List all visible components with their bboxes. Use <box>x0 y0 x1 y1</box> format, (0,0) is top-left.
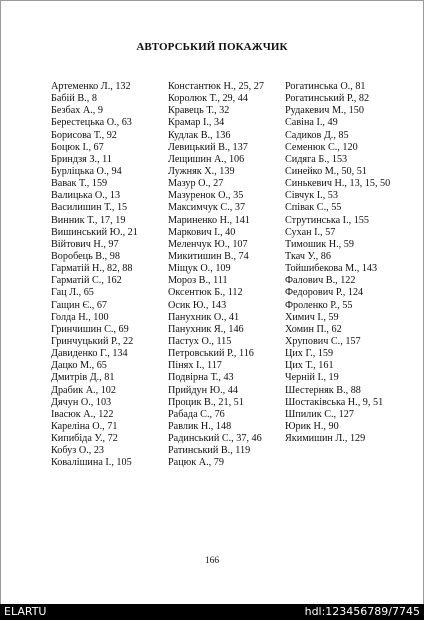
index-entry: Тойшибекова М., 143 <box>285 263 378 275</box>
index-entry: Семенюк С., 120 <box>285 141 358 153</box>
index-entry: Химич І., 59 <box>285 311 339 323</box>
index-entry: Василишин Т., 15 <box>51 202 128 214</box>
index-entry: Сухан І., 57 <box>285 226 336 238</box>
index-entry: Мазур О., 27 <box>168 178 224 190</box>
index-entry: Максимчук С., 37 <box>168 202 246 214</box>
index-entry: Шестерняк В., 88 <box>285 384 361 396</box>
index-entry: Петровський Р., 116 <box>168 348 254 360</box>
index-entry: Ратинський В., 119 <box>168 445 251 457</box>
index-entry: Івасюк А., 122 <box>51 408 114 420</box>
index-entry: Пінях І., 117 <box>168 360 222 372</box>
index-entry: Гарматій С., 162 <box>51 275 122 287</box>
index-entry: Равлик Н., 148 <box>168 420 232 432</box>
index-entry: Шпилик С., 127 <box>285 408 354 420</box>
index-entry: Хомин П., 62 <box>285 323 342 335</box>
page-number: 166 <box>204 556 220 566</box>
index-entry: Мазуренок О., 35 <box>168 190 244 202</box>
index-entry: Кравець Т., 32 <box>168 105 230 117</box>
index-entry: Артеменко Л., 132 <box>51 81 131 92</box>
index-entry: Воробець В., 98 <box>51 250 120 262</box>
index-entry: Кобуз О., 23 <box>51 445 105 457</box>
index-entry: Кареліна О., 71 <box>51 420 118 432</box>
index-entry: Синькевич Н., 13, 15, 50 <box>285 178 391 190</box>
index-column-2 <box>168 81 288 470</box>
index-entry: Бабій В., 8 <box>51 93 97 105</box>
index-entry: Рацюк А., 79 <box>168 457 224 469</box>
index-entry: Міщук О., 109 <box>168 263 231 275</box>
index-entry: Хрупович С., 157 <box>285 335 361 347</box>
index-column-3 <box>285 81 405 445</box>
index-entry: Гащин Є., 67 <box>51 299 108 311</box>
index-entry: Осик Ю., 143 <box>168 299 227 311</box>
index-entry: Процик В., 21, 51 <box>168 396 244 408</box>
index-entry: Тимошик Н., 59 <box>285 238 354 250</box>
index-entry: Кудлак В., 136 <box>168 129 231 141</box>
index-entry: Валицька О., 13 <box>51 190 121 202</box>
index-entry: Бриндзя З., 11 <box>51 153 112 165</box>
index-entry: Мариненко Н., 141 <box>168 214 250 226</box>
index-entry: Борисова Т., 92 <box>51 129 117 141</box>
index-entry: Гринчишин С., 69 <box>51 323 129 335</box>
index-entry: Черній І., 19 <box>285 372 339 384</box>
index-entry: Левицький В., 137 <box>168 141 248 153</box>
index-entry: Крамар І., 34 <box>168 117 225 129</box>
index-entry: Війтович Н., 97 <box>51 238 119 250</box>
index-entry: Ткач У., 86 <box>285 250 331 262</box>
index-entry: Ковалішина І., 105 <box>51 457 132 469</box>
index-entry: Струтинська І., 155 <box>285 214 369 226</box>
index-entry: Дацко М., 65 <box>51 360 107 372</box>
index-entry: Боцюк І., 67 <box>51 141 104 153</box>
handle-identifier: hdl:123456789/7745 <box>304 605 420 618</box>
index-entry: Сівчук І., 53 <box>285 190 338 202</box>
index-entry: Рогатинська О., 81 <box>285 81 366 92</box>
index-entry: Федорович Р., 124 <box>285 287 364 299</box>
index-entry: Юрик Н., 90 <box>285 420 339 432</box>
index-entry: Гринчуцький Р., 22 <box>51 335 134 347</box>
index-entry: Оксентюк Б., 112 <box>168 287 243 299</box>
index-entry: Рабада С., 76 <box>168 408 225 420</box>
index-entry: Прийдун Ю., 44 <box>168 384 238 396</box>
page-title: АВТОРСЬКИЙ ПОКАЖЧИК <box>136 41 288 53</box>
index-entry: Савіна І., 49 <box>285 117 338 129</box>
index-entry: Садиков Д., 85 <box>285 129 349 141</box>
index-entry: Синейко М., 50, 51 <box>285 165 367 177</box>
index-entry: Пастух О., 115 <box>168 335 232 347</box>
index-entry: Радинський С., 37, 46 <box>168 433 262 445</box>
index-entry: Дячун О., 103 <box>51 396 112 408</box>
index-entry: Кипибіда У., 72 <box>51 433 118 445</box>
index-entry: Цих Т., 161 <box>285 360 334 372</box>
index-entry: Цих Г., 159 <box>285 348 334 360</box>
index-entry: Берестецька О., 63 <box>51 117 132 129</box>
index-entry: Шостаківська Н., 9, 51 <box>285 396 384 408</box>
index-column-1 <box>51 81 171 470</box>
index-entry: Панухник Я., 146 <box>168 323 244 335</box>
index-entry: Панухник О., 41 <box>168 311 240 323</box>
index-entry: Дмитрів Д., 81 <box>51 372 115 384</box>
index-entry: Гарматій Н., 82, 88 <box>51 263 133 275</box>
repository-name: ELARTU <box>4 605 47 618</box>
index-entry: Королюк Т., 29, 44 <box>168 93 248 105</box>
index-entry: Вавак Т., 159 <box>51 178 108 190</box>
index-entry: Подвірна Т., 43 <box>168 372 234 384</box>
index-entry: Вишинський Ю., 21 <box>51 226 138 238</box>
index-entry: Давиденко Г., 134 <box>51 348 128 360</box>
index-entry: Микитишин В., 74 <box>168 250 249 262</box>
index-entry: Рогатинський Р., 82 <box>285 93 370 105</box>
index-entry: Рудакевич М., 150 <box>285 105 364 117</box>
index-entry: Маркович І., 40 <box>168 226 236 238</box>
index-entry: Фалович В., 122 <box>285 275 356 287</box>
index-entry: Сидяга Б., 153 <box>285 153 348 165</box>
index-entry: Безбах А., 9 <box>51 105 103 117</box>
index-entry: Винник Т., 17, 19 <box>51 214 126 226</box>
index-entry: Якимишин Л., 129 <box>285 433 366 445</box>
index-entry: Мороз В., 111 <box>168 275 228 287</box>
repository-footer-bar <box>0 604 424 620</box>
index-entry: Лужняк Х., 139 <box>168 165 235 177</box>
index-entry: Лещишин А., 106 <box>168 153 245 165</box>
index-entry: Бурліцька О., 94 <box>51 165 122 177</box>
index-entry: Гац Л., 65 <box>51 287 94 299</box>
index-entry: Голда Н., 100 <box>51 311 109 323</box>
index-entry: Меленчук Ю., 107 <box>168 238 248 250</box>
index-entry: Драбик А., 102 <box>51 384 116 396</box>
index-entry: Константюк Н., 25, 27 <box>168 81 264 92</box>
index-entry: Співак С., 55 <box>285 202 342 214</box>
index-entry: Фроленко Р., 55 <box>285 299 353 311</box>
